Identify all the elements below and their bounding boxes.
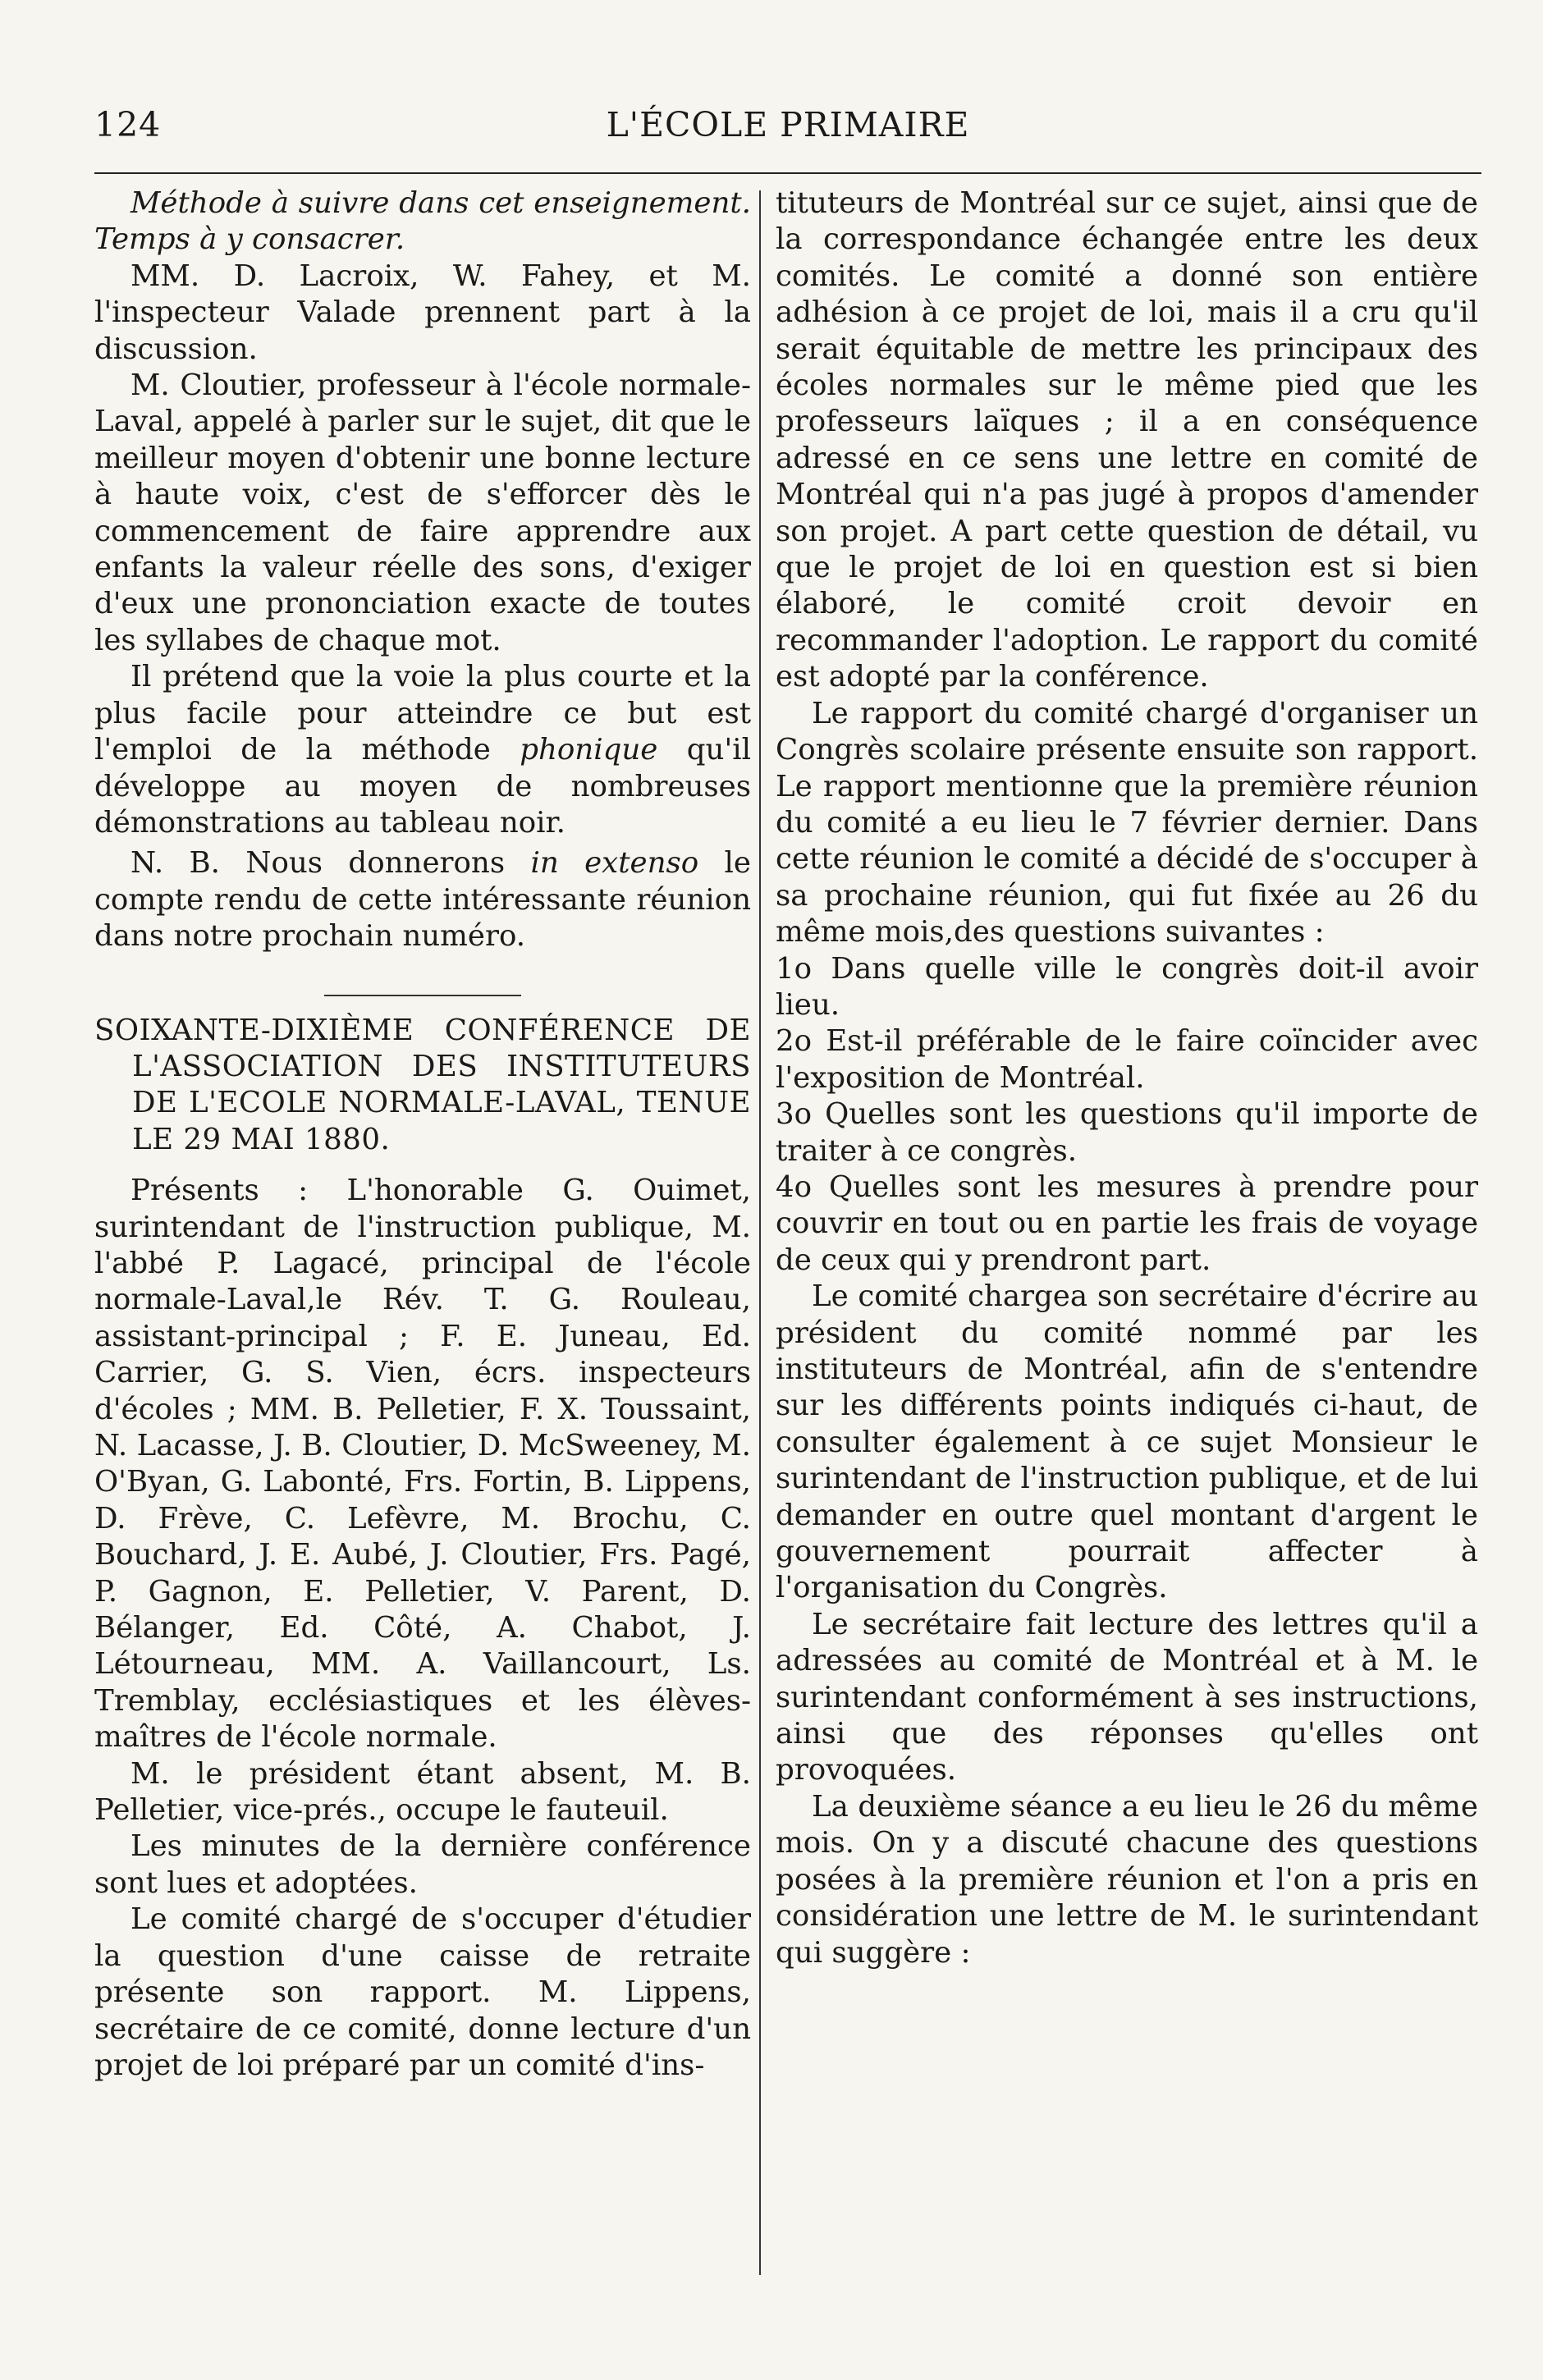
paragraph: MM. D. Lacroix, W. Fahey, et M. l'inspecteur Valade prennent part à la discussion.	[94, 259, 751, 366]
paragraph: Le comité chargé de s'occuper d'étudier la question d'une caisse de retraite présente son rapport. M. Lippens, secrétaire de ce comité, donne lecture d'un projet de loi préparé par un comité d'ins-	[94, 1902, 751, 2082]
paragraph-attendees: Présents : L'honorable G. Ouimet, surintendant de l'instruction publique, M. l'abbé P. Lagacé, principal de l'école normale-Laval,le Rév. T. G. Rouleau, assistant-principal ; F. E. Juneau, Ed. Carrier, G. S. Vien, écrs. inspecteurs d'écoles ; MM. B. Pelletier, F. X. Toussaint, N. Lacasse, J. B. Cloutier, D. McSweeney, M. O'Byan, G. Labonté, Frs. Fortin, B. Lippens, D. Frève, C. Lefèvre, M. Brochu, C. Bouchard, J. E. Aubé, J. Cloutier, Frs. Pagé, P. Gagnon, E. Pelletier, V. Parent, D. Bélanger, Ed. Côté, A. Chabot, J. Létourneau, MM. A. Vaillancourt, Ls. Tremblay, ecclésiastiques et les élèves-maîtres de l'école normale.	[94, 1174, 751, 1755]
text-run: Il prétend que la voie la plus courte et la plus facile pour atteindre ce but est l'emploi de la méthode	[94, 660, 751, 767]
paragraph: Le secrétaire fait lecture des lettres qu'il a adressées au comité de Montréal et à M. le surintendant conformément à ses instructions, ainsi que des réponses qu'elles ont provoquées.	[776, 1607, 1478, 1787]
left-column	[94, 185, 751, 2084]
italic-term: in extenso	[530, 846, 699, 881]
text-run: N. B. Nous donnerons	[130, 846, 531, 881]
running-title: L'ÉCOLE PRIMAIRE	[606, 105, 970, 144]
paragraph: M. le président étant absent, M. B. Pelletier, vice-prés., occupe le fauteuil.	[94, 1756, 751, 1828]
italic-term: phonique	[520, 733, 658, 767]
paragraph: M. Cloutier, professeur à l'école normale-Laval, appelé à parler sur le sujet, dit que le meilleur moyen d'obtenir une bonne lecture à haute voix, c'est de s'efforcer dès le commencement de faire apprendre aux enfants la valeur réelle des sons, d'exiger d'eux une prononciation exacte de toutes les syllabes de chaque mot.	[94, 368, 751, 657]
section-heading: SOIXANTE-DIXIÈME CONFÉRENCE DE L'ASSOCIATION DES INSTITUTEURS DE L'ECOLE NORMALE-LAVAL, TENUE LE 29 MAI 1880.	[94, 1013, 751, 1156]
paragraph-continued: tituteurs de Montréal sur ce sujet, ainsi que de la correspondance échangée entre les deux comités. Le comité a donné son entière adhésion à ce projet de loi, mais il a cru qu'il serait équitable de mettre les principaux des écoles normales sur le même pied que les professeurs laïques ; il a en conséquence adressé en ce sens une lettre en comité de Montréal qui n'a pas jugé à propos d'amender son projet. A part cette question de détail, vu que le projet de loi en question est si bien élaboré, le comité croit devoir en recommander l'adoption. Le rapport du comité est adopté par la conférence.	[776, 186, 1478, 694]
paragraph	[94, 659, 751, 841]
paragraph: Les minutes de la dernière conférence sont lues et adoptées.	[94, 1829, 751, 1900]
list-item: 4o Quelles sont les mesures à prendre pour couvrir en tout ou en partie les frais de voyage de ceux qui y prendront part.	[776, 1169, 1478, 1277]
section-divider	[324, 995, 521, 996]
page-header	[94, 105, 1481, 154]
paragraph-note	[94, 845, 751, 954]
paragraph: Le comité chargea son secrétaire d'écrire au président du comité nommé par les instituteurs de Montréal, afin de s'entendre sur les différents points indiqués ci-haut, de consulter également à ce sujet Monsieur le surintendant de l'instruction publique, et de lui demander en outre quel montant d'argent le gouvernement pourrait affecter à l'organisation du Congrès.	[776, 1279, 1478, 1605]
text-run: qu'il développe au moyen de nombreuses démonstrations au tableau noir.	[94, 733, 751, 840]
paragraph: Le rapport du comité chargé d'organiser un Congrès scolaire présente ensuite son rapport. Le rapport mentionne que la première réunion du comité a eu lieu le 7 février dernier. Dans cette réunion le comité a décidé de s'occuper à sa prochaine réunion, qui fut fixée au 26 du même mois,des questions suivantes :	[776, 696, 1478, 950]
list-item: 3o Quelles sont les questions qu'il importe de traiter à ce congrès.	[776, 1097, 1478, 1168]
paragraph-italic-topic: Méthode à suivre dans cet enseignement. Temps à y consacrer.	[94, 186, 751, 257]
paragraph: La deuxième séance a eu lieu le 26 du même mois. On y a discuté chacune des questions posées à la première réunion et l'on a pris en considération une lettre de M. le surintendant qui suggère :	[776, 1789, 1478, 1970]
column-divider	[759, 190, 761, 2275]
right-column	[776, 185, 1478, 1971]
list-item: 1o Dans quelle ville le congrès doit-il avoir lieu.	[776, 951, 1478, 1022]
header-rule	[94, 172, 1481, 174]
text-run: le compte rendu de cette intéressante réunion dans notre prochain numéro.	[94, 846, 751, 954]
page-number: 124	[94, 105, 162, 144]
list-item: 2o Est-il préférable de le faire coïncider avec l'exposition de Montréal.	[776, 1024, 1478, 1095]
